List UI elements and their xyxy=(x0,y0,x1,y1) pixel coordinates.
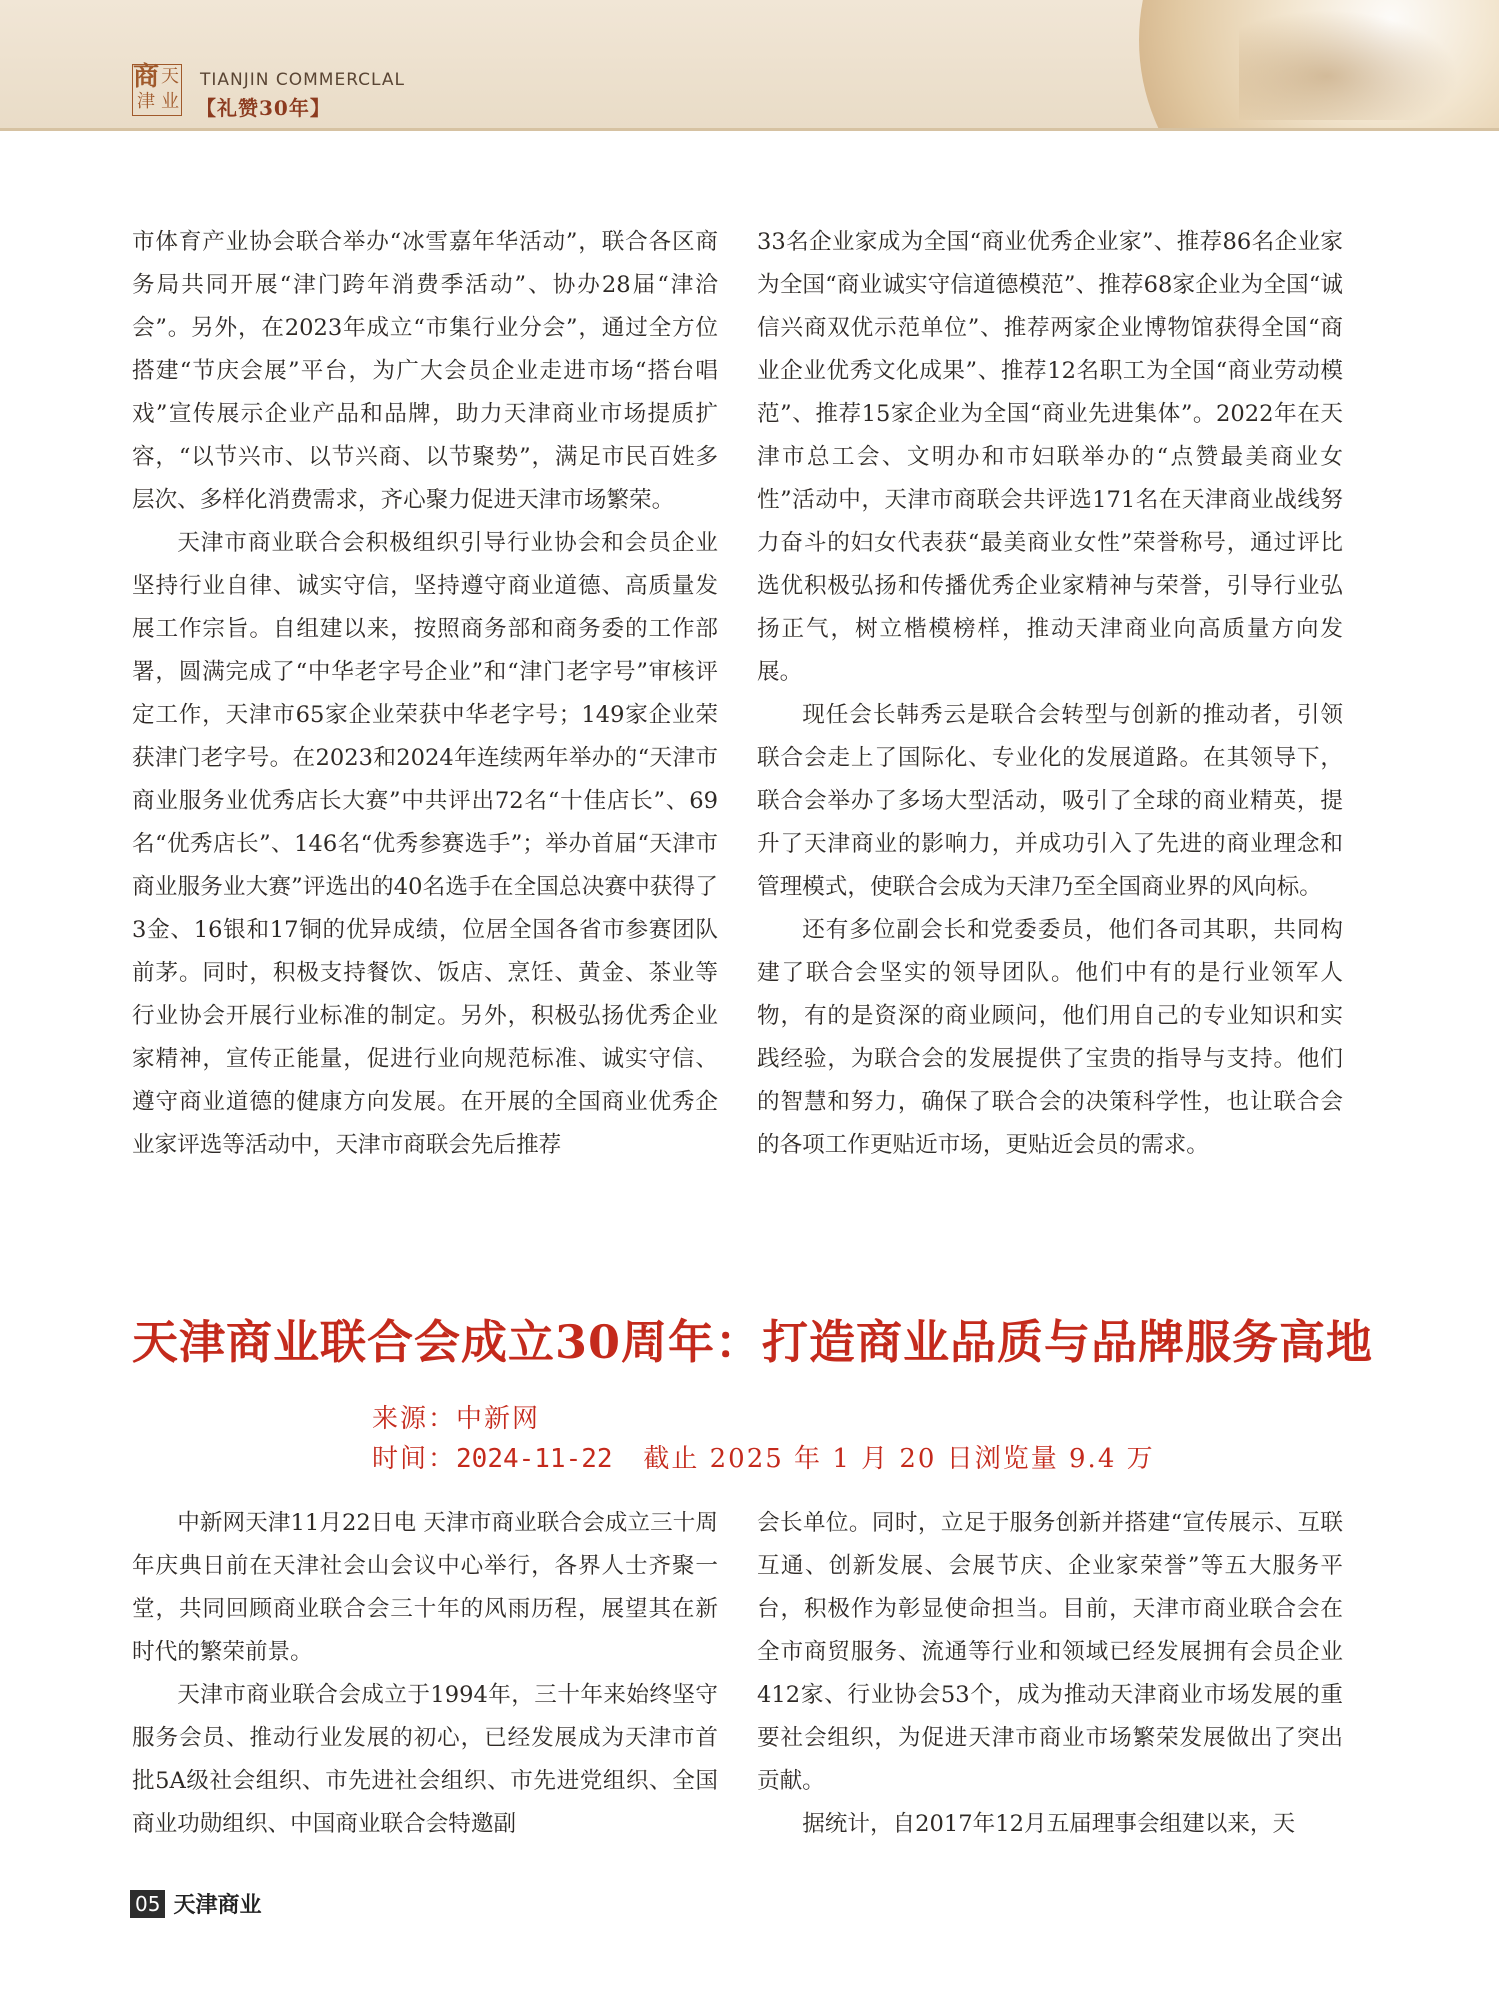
bottom-right-column xyxy=(757,1502,1343,1846)
bottom-left-column xyxy=(132,1502,718,1846)
section-label: 【礼赞30年】 xyxy=(196,96,331,120)
source-label: 来源： xyxy=(372,1404,457,1434)
logo-char: 津 xyxy=(137,91,155,112)
top-left-column xyxy=(132,221,718,1167)
time-label: 时间： xyxy=(372,1444,457,1474)
paragraph: 天津市商业联合会积极组织引导行业协会和会员企业坚持行业自律、诚实守信，坚持遵守商业道德、高质量发展工作宗旨。自组建以来，按照商务部和商务委的工作部署，圆满完成了“中华老字号企业”和“津门老字号”审核评定工作，天津市65家企业荣获中华老字号；149家企业荣获津门老字号。在2023和2024年连续两年举办的“天津市商业服务业优秀店长大赛”中共评出72名“十佳店长”、69名“优秀店长”、146名“优秀参赛选手”；举办首届“天津市商业服务业大赛”评选出的40名选手在全国总决赛中获得了3金、16银和17铜的优异成绩，位居全国各省市参赛团队前茅。同时，积极支持餐饮、饭店、烹饪、黄金、茶业等行业协会开展行业标准的制定。另外，积极弘扬优秀企业家精神，宣传正能量，促进行业向规范标准、诚实守信、遵守商业道德的健康方向发展。在开展的全国商业优秀企业家评选等活动中，天津市商联会先后推荐 xyxy=(132,530,718,1158)
brand-english: TIANJIN COMMERCLAL xyxy=(200,70,406,90)
article-source xyxy=(372,1398,540,1435)
paragraph: 中新网天津11月22日电 天津市商业联合会成立三十周年庆典日前在天津社会山会议中心举行，各界人士齐聚一堂，共同回顾商业联合会三十年的风雨历程，展望其在新时代的繁荣前景。 xyxy=(132,1510,718,1665)
article-time xyxy=(372,1438,1155,1475)
page-header xyxy=(0,0,1499,131)
source-value: 中新网 xyxy=(456,1404,541,1434)
paragraph: 据统计，自2017年12月五届理事会组建以来，天 xyxy=(802,1811,1296,1837)
top-right-column xyxy=(757,221,1343,1167)
logo-char: 业 xyxy=(161,91,179,112)
page-footer xyxy=(130,1888,261,1919)
paragraph: 会长单位。同时，立足于服务创新并搭建“宣传展示、互联互通、创新发展、会展节庆、企业家荣誉”等五大服务平台，积极作为彰显使命担当。目前，天津市商业联合会在全市商贸服务、流通等行业和领域已经发展拥有会员企业412家、行业协会53个，成为推动天津商业市场发展的重要社会组织，为促进天津市商业市场繁荣发展做出了突出贡献。 xyxy=(757,1510,1343,1794)
logo-char: 天 xyxy=(161,66,179,87)
logo-char: 商 xyxy=(133,62,160,92)
publication-name: 天津商业 xyxy=(173,1893,262,1918)
page-number: 05 xyxy=(130,1890,165,1918)
views-note: 截止 2025 年 1 月 20 日浏览量 9.4 万 xyxy=(643,1444,1155,1474)
paragraph: 还有多位副会长和党委委员，他们各司其职，共同构建了联合会坚实的领导团队。他们中有的是行业领军人物，有的是资深的商业顾问，他们用自己的专业知识和实践经验，为联合会的发展提供了宝贵的指导与支持。他们的智慧和努力，确保了联合会的决策科学性，也让联合会的各项工作更贴近市场，更贴近会员的需求。 xyxy=(757,917,1343,1158)
paragraph: 现任会长韩秀云是联合会转型与创新的推动者，引领联合会走上了国际化、专业化的发展道路。在其领导下，联合会举办了多场大型活动，吸引了全球的商业精英，提升了天津商业的影响力，并成功引入了先进的商业理念和管理模式，使联合会成为天津乃至全国商业界的风向标。 xyxy=(757,702,1343,900)
time-value: 2024-11-22 xyxy=(456,1444,613,1474)
globe-land-decoration xyxy=(1239,10,1459,120)
paragraph: 天津市商业联合会成立于1994年，三十年来始终坚守服务会员、推动行业发展的初心，已经发展成为天津市首批5A级社会组织、市先进社会组织、市先进党组织、全国商业功勋组织、中国商业联合会特邀副 xyxy=(132,1682,718,1837)
magazine-logo xyxy=(132,64,182,116)
article-title: 天津商业联合会成立30周年：打造商业品质与品牌服务高地 xyxy=(132,1315,1374,1369)
paragraph: 33名企业家成为全国“商业优秀企业家”、推荐86名企业家为全国“商业诚实守信道德模范”、推荐68家企业为全国“诚信兴商双优示范单位”、推荐两家企业博物馆获得全国“商业企业优秀文化成果”、推荐12名职工为全国“商业劳动模范”、推荐15家企业为全国“商业先进集体”。2022年在天津市总工会、文明办和市妇联举办的“点赞最美商业女性”活动中，天津市商联会共评选171名在天津商业战线努力奋斗的妇女代表获“最美商业女性”荣誉称号，通过评比选优积极弘扬和传播优秀企业家精神与荣誉，引导行业弘扬正气，树立楷模榜样，推动天津商业向高质量方向发展。 xyxy=(757,229,1343,685)
paragraph: 市体育产业协会联合举办“冰雪嘉年华活动”，联合各区商务局共同开展“津门跨年消费季活动”、协办28届“津洽会”。另外，在2023年成立“市集行业分会”，通过全方位搭建“节庆会展”平台，为广大会员企业走进市场“搭台唱戏”宣传展示企业产品和品牌，助力天津商业市场提质扩容，“以节兴市、以节兴商、以节聚势”，满足市民百姓多层次、多样化消费需求，齐心聚力促进天津市场繁荣。 xyxy=(132,229,718,513)
